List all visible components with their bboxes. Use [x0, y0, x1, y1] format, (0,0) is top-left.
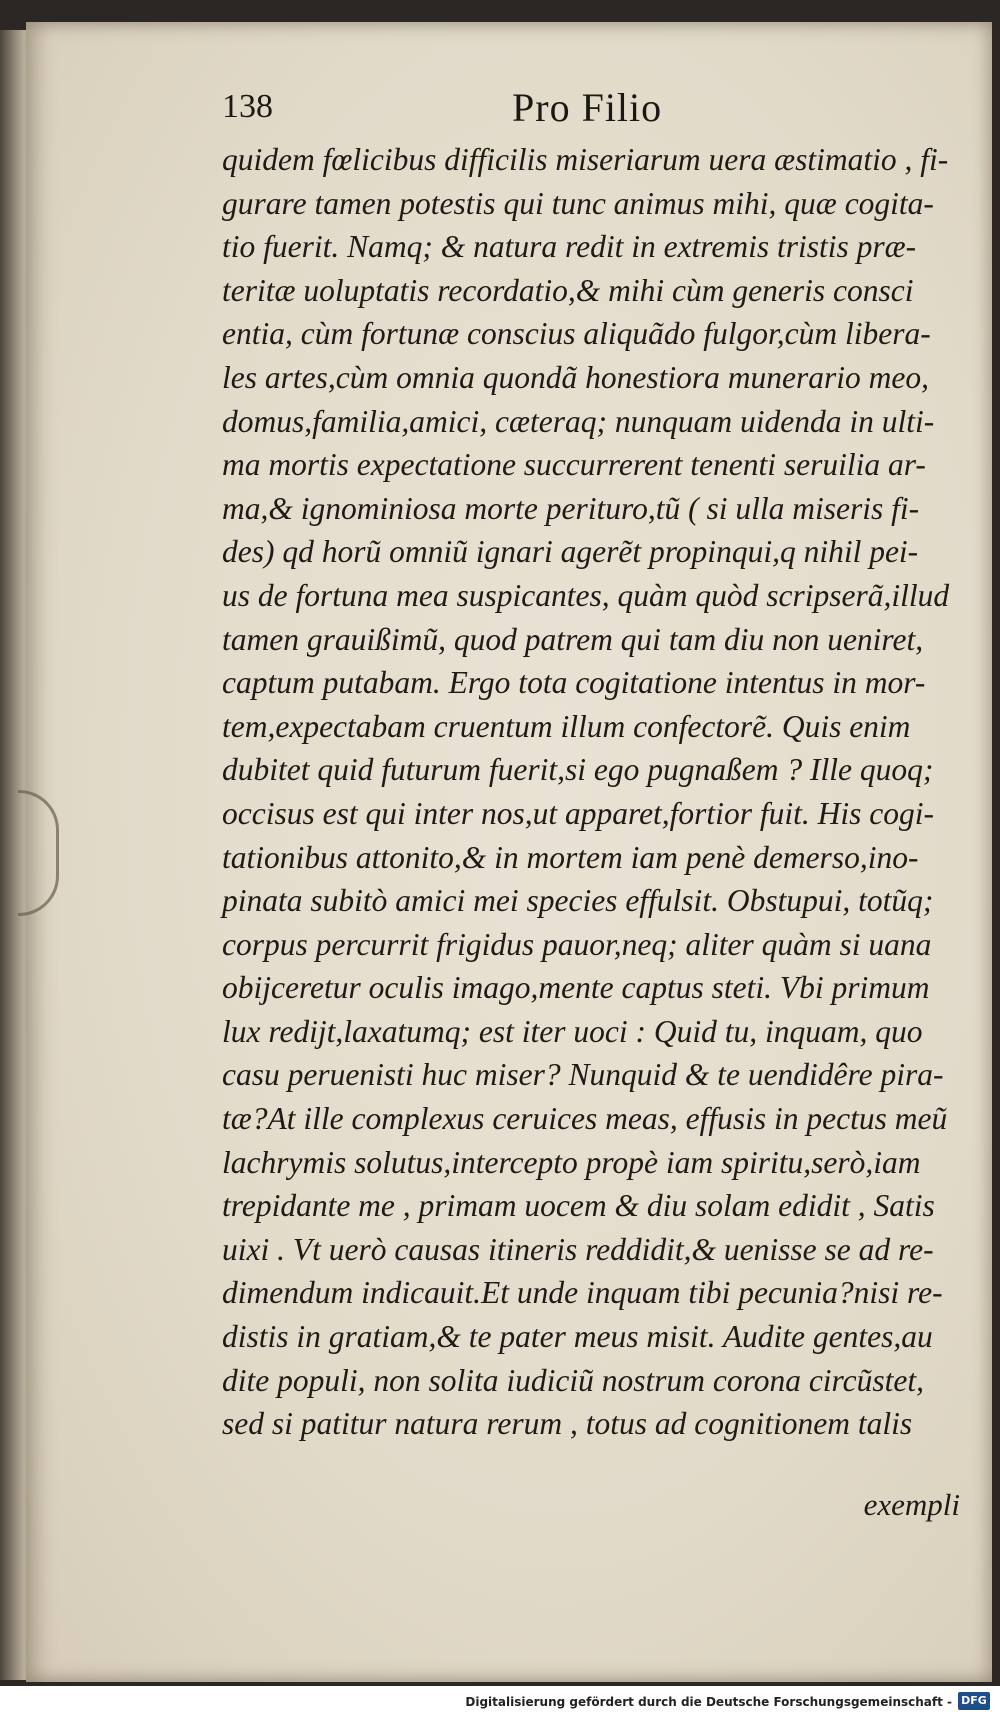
running-title: Pro Filio — [512, 85, 663, 130]
text-line: ma mortis expectatione succurrerent tenenti seruilia ar- — [222, 447, 926, 483]
binding-clasp — [18, 790, 59, 916]
text-line: dimendum indicauit.Et unde inquam tibi pecunia?nisi re- — [222, 1275, 943, 1311]
text-line: ma,& ignominiosa morte perituro,tũ ( si ulla miseris fi- — [222, 490, 920, 526]
text-line: quidem fœlicibus difficilis miseriarum uera æstimatio , fi- — [222, 142, 949, 177]
page-header — [222, 85, 902, 138]
text-line: pinata subitò amici mei species effulsit. Obstupui, totũq; — [222, 883, 934, 919]
digitization-credit: Digitalisierung gefördert durch die Deutsche Forschungsgemeinschaft - — [465, 1695, 952, 1709]
text-line: teritæ uoluptatis recordatio,& mihi cùm generis consci — [222, 272, 914, 308]
text-line: casu peruenisti huc miser? Nunquid & te uendidêre pira- — [222, 1057, 944, 1093]
text-line: trepidante me , primam uocem & diu solam edidit , Satis — [222, 1188, 935, 1224]
text-line: entia, cùm fortunæ conscius aliquãdo fulgor,cùm libera- — [222, 316, 931, 352]
text-line: domus,familia,amici, cæteraq; nunquam uidenda in ulti- — [222, 403, 935, 439]
text-line: tamen grauißimũ, quod patrem qui tam diu non ueniret, — [222, 621, 924, 657]
text-line: les artes,cùm omnia quondã honestiora munerario meo, — [222, 359, 929, 395]
text-line: tio fuerit. Namq; & natura redit in extremis tristis præ- — [222, 229, 917, 265]
footer-bar — [0, 1686, 1000, 1714]
text-line: captum putabam. Ergo tota cogitatione intentus in mor- — [222, 665, 926, 701]
dfg-logo: DFG — [958, 1692, 990, 1710]
text-line: distis in gratiam,& te pater meus misit. Audite gentes,au — [222, 1319, 933, 1355]
text-line: uixi . Vt uerò causas itineris reddidit,& uenisse se ad re- — [222, 1231, 934, 1267]
text-line: tem,expectabam cruentum illum confectorẽ. Quis enim — [222, 708, 911, 744]
text-line: obijceretur oculis imago,mente captus steti. Vbi primum — [222, 970, 930, 1006]
text-line: dite populi, non solita iudiciũ nostrum corona circũstet, — [222, 1362, 924, 1398]
text-line: lachrymis solutus,intercepto propè iam spiritu,serò,iam — [222, 1144, 921, 1180]
text-line: occisus est qui inter nos,ut apparet,fortior fuit. His cogi- — [222, 795, 934, 831]
page-number: 138 — [222, 88, 273, 125]
text-line: us de fortuna mea suspicantes, quàm quòd scripserã,illud — [222, 577, 950, 613]
text-line: dubitet quid futurum fuerit,si ego pugnaßem ? Ille quoq; — [222, 752, 934, 788]
text-line: sed si patitur natura rerum , totus ad cognitionem talis — [222, 1406, 913, 1442]
text-line: des) qd horũ omniũ ignari agerẽt propinqui,q nihil pei- — [222, 534, 919, 570]
text-line: lux redijt,laxatumq; est iter uoci : Quid tu, inquam, quo — [222, 1013, 923, 1049]
body-text — [222, 138, 962, 1446]
text-line: tationibus attonito,& in mortem iam penè demerso,ino- — [222, 839, 919, 875]
catchword: exempli — [863, 1487, 960, 1522]
text-line: corpus percurrit frigidus pauor,neq; aliter quàm si uana — [222, 926, 932, 962]
text-line: tæ?At ille complexus ceruices meas, effusis in pectus meũ — [222, 1101, 948, 1137]
text-line: gurare tamen potestis qui tunc animus mihi, quæ cogita- — [222, 185, 934, 221]
